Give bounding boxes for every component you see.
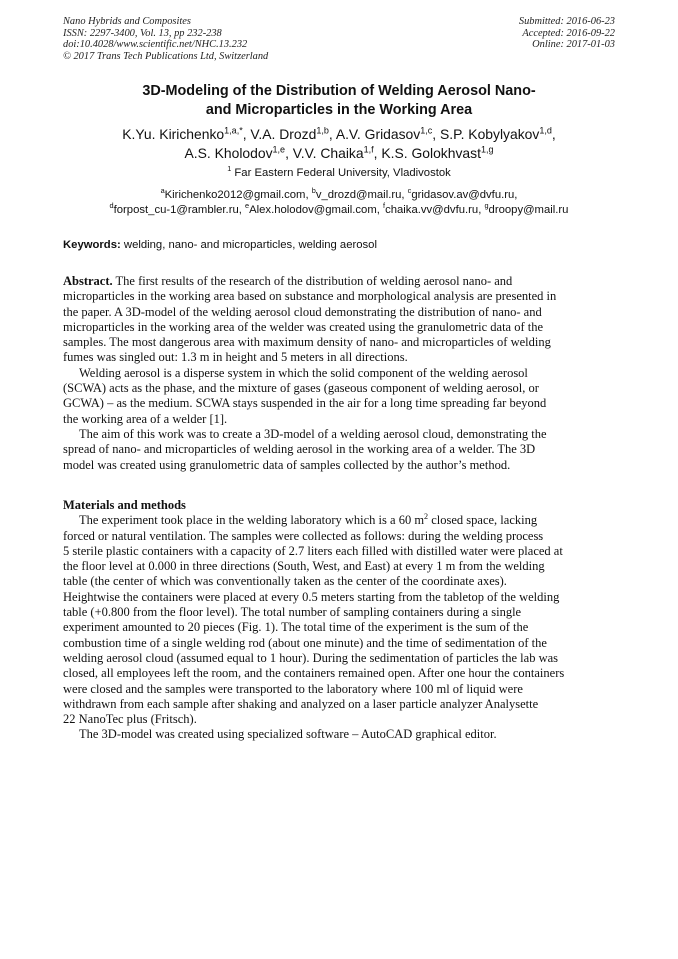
- body-line: experiment amounted to 20 pieces (Fig. 1). The total time of the experiment is the sum of the: [63, 620, 529, 635]
- author-line: K.Yu. Kirichenko$^{1,a,*}$, V.A. Drozd$^{1,b}$, A.V. Gridasov$^{1,c}$, S.P. Kobylyakov$^{1,d}$,: [122, 125, 556, 142]
- email-sup: f: [383, 200, 386, 210]
- body-line: forced or natural ventilation. The samples were collected as follows: during the welding process: [63, 528, 544, 543]
- body-line: table (+0.800 from the floor level). The total number of sampling containers during a single: [63, 605, 522, 620]
- author-name: S.P. Kobylyakov: [439, 126, 540, 142]
- body-line: combustion time of a single welding rod (about one minute) and the time of sedimentation of the: [63, 635, 547, 650]
- email-sup: a: [160, 186, 165, 196]
- author-sup: 1,a,*: [224, 125, 243, 136]
- email-sup: g: [484, 200, 489, 210]
- email-list: [30, 188, 648, 217]
- email-address[interactable]: Kirichenko2012@gmail.com: [164, 189, 306, 201]
- copyright-line: © 2017 Trans Tech Publications Ltd, Switzerland: [63, 50, 269, 62]
- abstract-line: fumes was singled out: 1.3 m in height and 5 meters in all directions.: [63, 350, 408, 365]
- email-address[interactable]: Alex.holodov@gmail.com: [249, 203, 377, 216]
- body-line: (SCWA) acts as the phase, and the mixture of gases (gaseous component of welding aerosol, or: [63, 381, 539, 396]
- abstract-text: The first results of the research of the distribution of welding aerosol nano- and: [115, 274, 513, 288]
- keywords-label: Keywords:: [63, 239, 121, 251]
- body-line: the floor level at 0.000 in three directions (South, West, and East) at every 1 m from the welding: [63, 559, 545, 574]
- author-sup: 1,g: [480, 143, 494, 154]
- author-sup: 1,c: [420, 125, 433, 136]
- submission-dates: [519, 16, 615, 51]
- journal-info: [63, 16, 268, 62]
- body-line: Heightwise the containers were placed at every 0.5 meters starting from the tabletop of the welding: [63, 589, 560, 604]
- abstract-line: [63, 274, 614, 289]
- email-address[interactable]: chaika.vv@dvfu.ru: [385, 203, 479, 216]
- author-sup: 1,b: [316, 125, 329, 136]
- accepted-date: Accepted: 2016-09-22: [522, 27, 615, 39]
- email-sup: d: [109, 200, 114, 210]
- body-line: the working area of a welder [1].: [63, 411, 228, 426]
- affiliation-text: Far Eastern Federal University, Vladivostok: [234, 167, 451, 179]
- author-name: A.V. Gridasov: [335, 126, 421, 142]
- paper-title: [40, 82, 638, 120]
- email-line: $^d$forpost_cu-1@rambler.ru, $^e$Alex.holodov@gmail.com, $^f$chaika.vv@dvfu.ru, $^g$droopy@mail.ru: [109, 200, 569, 216]
- body-line: 22 NanoTec plus (Fritsch).: [63, 712, 197, 727]
- body-line: welding aerosol cloud (assumed equal to 1 hour). During the sedimentation of particles the lab was: [63, 650, 559, 665]
- journal-name: Nano Hybrids and Composites: [63, 16, 191, 27]
- author-sup: 1,f: [363, 143, 374, 154]
- submitted-date: Submitted: 2016-06-23: [518, 16, 615, 27]
- issn-line: ISSN: 2297-3400, Vol. 13, pp 232-238: [63, 27, 222, 39]
- body-line: 5 sterile plastic containers with a capacity of 2.7 liters each filled with distilled water were placed at: [63, 543, 563, 558]
- aerosol-paragraph: [63, 366, 614, 427]
- title-line: 3D-Modeling of the Distribution of Welding Aerosol Nano-: [142, 83, 536, 99]
- author-line: A.S. Kholodov$^{1,e}$, V.V. Chaika$^{1,f}$, K.S. Golokhvast$^{1,g}$: [184, 143, 494, 161]
- email-sup: c: [407, 186, 412, 196]
- author-name: V.V. Chaika: [292, 144, 364, 161]
- author-name: K.Yu. Kirichenko: [122, 126, 225, 142]
- methods-section: [63, 498, 614, 743]
- email-address[interactable]: forpost_cu-1@rambler.ru: [113, 203, 239, 216]
- methods-paragraph: [63, 513, 614, 727]
- abstract-line: microparticles in the working area based on substance and morphological analysis are presented in: [63, 289, 557, 304]
- doi-line: doi:10.4028/www.scientific.net/NHC.13.232: [63, 39, 248, 51]
- affiliation-sup: 1: [227, 164, 232, 174]
- body-line: were closed and the samples were transported to the laboratory where 100 ml of liquid were: [63, 681, 523, 696]
- author-name: V.A. Drozd: [250, 126, 317, 142]
- body-line: table (the center of which was conventionally taken as the center of the coordinate axes).: [63, 574, 507, 589]
- online-date: Online: 2017-01-03: [532, 39, 615, 51]
- abstract-line: microparticles in the working area of the welder was created using the granulometric data of the: [63, 319, 544, 334]
- body-line: model was created using granulometric data of samples collected by the author’s method.: [63, 457, 511, 472]
- abstract-label: Abstract.: [63, 274, 113, 288]
- affiliation: [40, 166, 638, 180]
- body-line: Welding aerosol is a disperse system in which the solid component of the welding aerosol: [79, 365, 528, 380]
- body-line: The 3D-model was created using specialized software – AutoCAD graphical editor.: [79, 727, 497, 742]
- body-line: withdrawn from each sample after shaking and analyzed on a laser particle analyzer Analysette: [63, 696, 539, 711]
- section-heading: Materials and methods: [63, 498, 186, 512]
- email-address[interactable]: droopy@mail.ru: [488, 203, 569, 216]
- aim-paragraph: [63, 427, 614, 473]
- abstract-block: [63, 274, 614, 473]
- author-list: [30, 125, 648, 162]
- email-sup: b: [311, 186, 316, 196]
- abstract-line: samples. The most dangerous area with maximum density of nano- and microparticles of welding: [63, 335, 551, 350]
- title-line: and Microparticles in the Working Area: [205, 102, 473, 118]
- unit-sup: 2: [424, 512, 429, 522]
- body-line: spread of nano- and microparticles of welding aerosol in the working area of a welder. The 3D: [63, 442, 536, 457]
- author-name: K.S. Golokhvast: [381, 144, 481, 161]
- body-line: GCWA) – as the medium. SCWA stays suspended in the air for a long time spreading far beyond: [63, 396, 547, 411]
- email-address[interactable]: gridasov.av@dvfu.ru: [411, 189, 515, 201]
- body-text: closed space, lacking: [428, 513, 538, 528]
- email-sup: e: [245, 200, 250, 210]
- body-line: The aim of this work was to create a 3D-model of a welding aerosol cloud, demonstrating the: [79, 426, 547, 441]
- keywords-text: welding, nano- and microparticles, welding aerosol: [123, 239, 377, 251]
- software-paragraph: [63, 727, 614, 742]
- abstract-paragraph: [63, 274, 614, 366]
- keywords: [63, 238, 377, 252]
- author-sup: 1,d: [539, 125, 552, 136]
- email-line: $^a$Kirichenko2012@gmail.com, $^b$v_drozd@mail.ru, $^c$gridasov.av@dvfu.ru,: [160, 186, 518, 201]
- body-text: The experiment took place in the welding laboratory which is a 60 m: [79, 513, 425, 528]
- author-name: A.S. Kholodov: [184, 144, 273, 161]
- author-sup: 1,e: [272, 143, 286, 154]
- abstract-line: the paper. A 3D-model of the welding aerosol cloud demonstrating the distribution of nano- and: [63, 304, 542, 319]
- body-line: closed, all employees left the room, and the containers remained open. After one hour the containers: [63, 666, 565, 681]
- email-address[interactable]: v_drozd@mail.ru: [315, 189, 402, 201]
- body-line: [63, 513, 614, 528]
